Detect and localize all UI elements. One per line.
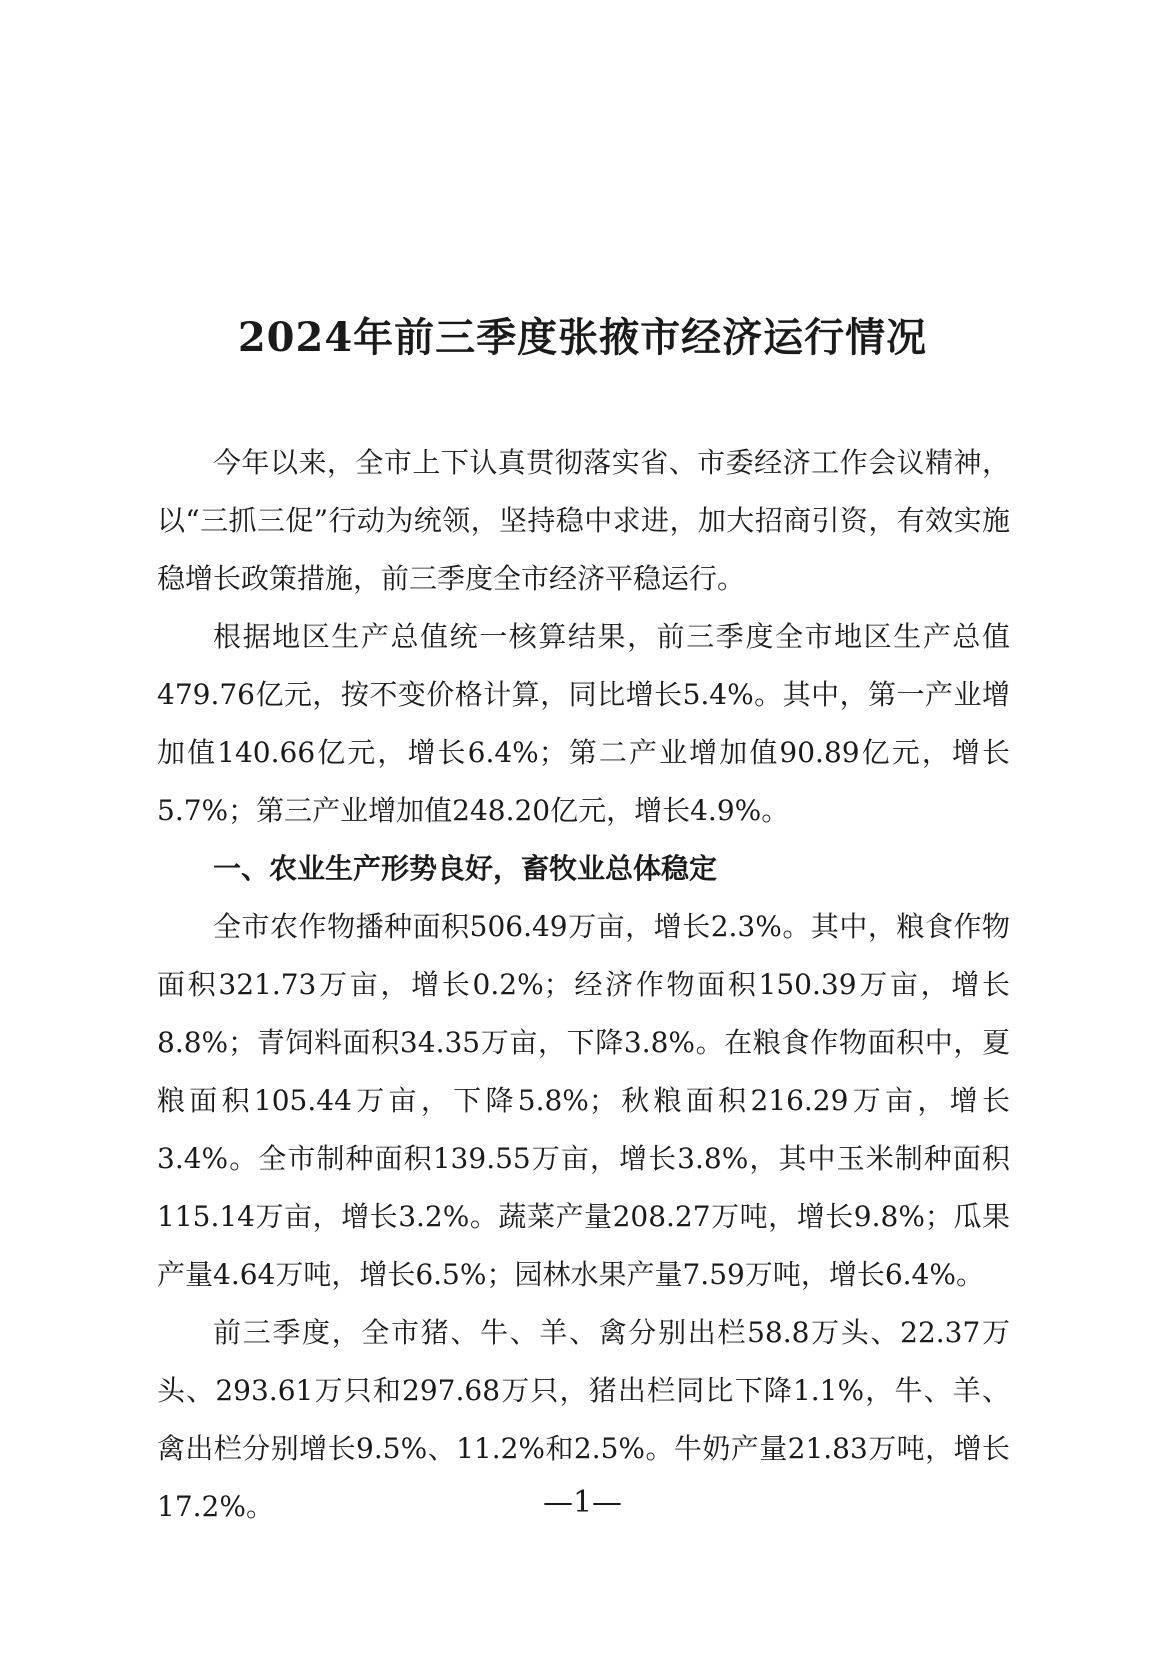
- page-number: —1—: [542, 1485, 623, 1520]
- paragraph-gdp: 根据地区生产总值统一核算结果，前三季度全市地区生产总值479.76亿元，按不变价格计算，同比增长5.4%。其中，第一产业增加值140.66亿元，增长6.4%；第二产业增加值90.89亿元，增长5.7%；第三产业增加值248.20亿元，增长4.9%。: [157, 620, 1010, 827]
- paragraph-crops: 全市农作物播种面积506.49万亩，增长2.3%。其中，粮食作物面积321.73万亩，增长0.2%；经济作物面积150.39万亩，增长8.8%；青饲料面积34.35万亩，下降3.8%。在粮食作物面积中，夏粮面积105.44万亩，下降5.8%；秋粮面积216.29万亩，增长3.4%。全市制种面积139.55万亩，增长3.8%，其中玉米制种面积115.14万亩，增长3.2%。蔬菜产量208.27万吨，增长9.8%；瓜果产量4.64万吨，增长6.5%；园林水果产量7.59万吨，增长6.4%。: [157, 910, 1010, 1291]
- document-title: 2024年前三季度张掖市经济运行情况: [237, 314, 928, 361]
- section-heading-agriculture: 一、农业生产形势良好，畜牧业总体稳定: [213, 852, 718, 885]
- paragraph-livestock: 前三季度，全市猪、牛、羊、禽分别出栏58.8万头、22.37万头、293.61万只和297.68万只，猪出栏同比下降1.1%，牛、羊、禽出栏分别增长9.5%、11.2%和2.5%。牛奶产量21.83万吨，增长17.2%。: [157, 1316, 1010, 1523]
- paragraph-intro: 今年以来，全市上下认真贯彻落实省、市委经济工作会议精神，以“三抓三促”行动为统领，坚持稳中求进，加大招商引资，有效实施稳增长政策措施，前三季度全市经济平稳运行。: [157, 446, 1010, 595]
- document-body: [157, 434, 1010, 1536]
